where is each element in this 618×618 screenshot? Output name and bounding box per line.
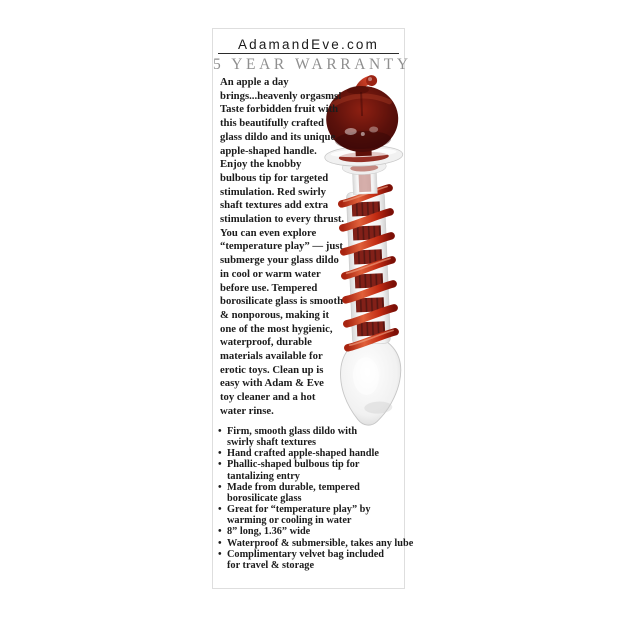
feature-line: • Great for “temperature play” by <box>218 504 371 516</box>
description-line: & nonporous, making it <box>220 308 330 321</box>
feature-line: • Waterproof & submersible, takes any lube <box>218 537 414 549</box>
feature-item <box>218 482 413 504</box>
feature-line: • Firm, smooth glass dildo with <box>218 426 358 437</box>
product-description <box>220 76 344 419</box>
bullet-marker: • <box>218 504 222 516</box>
feature-line: • Hand crafted apple-shaped handle <box>218 448 379 460</box>
feature-line: • Complimentary velvet bag included <box>218 548 385 560</box>
warranty-heading: 5 YEAR WARRANTY <box>213 55 412 73</box>
bullet-marker: • <box>218 526 222 538</box>
feature-line-continuation: tantalizing entry <box>227 470 300 482</box>
feature-item <box>218 538 413 549</box>
description-line: waterproof, durable <box>220 336 312 349</box>
description-line: stimulation to every thrust. <box>220 213 345 226</box>
bullet-marker: • <box>218 448 222 460</box>
feature-item <box>218 426 413 448</box>
feature-list <box>218 426 413 571</box>
brand-website: AdamandEve.com <box>237 37 380 52</box>
bullet-marker: • <box>218 548 222 560</box>
description-line: this beautifully crafted <box>220 117 324 130</box>
description-line: bulbous tip for targeted <box>220 171 329 184</box>
feature-line-continuation: borosilicate glass <box>227 492 302 504</box>
description-line: erotic toys. Clean up is <box>220 363 324 376</box>
feature-item <box>218 448 413 459</box>
description-line: brings...heavenly orgasms! <box>220 89 342 102</box>
description-line: Taste forbidden fruit with <box>220 103 339 116</box>
bullet-marker: • <box>218 459 222 471</box>
bullet-marker: • <box>218 426 222 437</box>
description-line: borosilicate glass is smooth <box>220 295 344 308</box>
description-line: before use. Tempered <box>220 281 318 294</box>
feature-line: • Made from durable, tempered <box>218 481 360 493</box>
feature-line: • Phallic-shaped bulbous tip for <box>218 459 360 471</box>
description-line: materials available for <box>220 350 323 363</box>
description-line: water rinse. <box>220 404 274 417</box>
product-insert-card <box>212 28 414 589</box>
feature-item <box>218 549 413 571</box>
description-line: Enjoy the knobby <box>220 158 302 171</box>
description-line: shaft textures add extra <box>220 199 329 212</box>
description-line: submerge your glass dildo <box>220 254 339 267</box>
feature-line-continuation: warming or cooling in water <box>227 515 352 527</box>
feature-item <box>218 504 413 526</box>
description-line: glass dildo and its unique <box>220 130 336 143</box>
feature-item <box>218 459 413 481</box>
description-line: easy with Adam & Eve <box>220 377 324 390</box>
description-line: An apple a day <box>220 76 289 88</box>
feature-line: • 8” long, 1.36” wide <box>218 526 311 538</box>
bullet-marker: • <box>218 537 222 549</box>
header-divider <box>218 53 399 54</box>
description-line: stimulation. Red swirly <box>220 185 326 198</box>
feature-line-continuation: for travel & storage <box>227 559 315 571</box>
description-line: “temperature play” — just <box>220 240 343 253</box>
description-line: apple-shaped handle. <box>220 144 317 157</box>
feature-item <box>218 526 413 537</box>
description-line: one of the most hygienic, <box>220 322 333 335</box>
description-line: in cool or warm water <box>220 267 321 280</box>
description-line: You can even explore <box>220 226 317 239</box>
bullet-marker: • <box>218 481 222 493</box>
description-line: toy cleaner and a hot <box>220 391 316 404</box>
feature-line-continuation: swirly shaft textures <box>227 437 317 449</box>
